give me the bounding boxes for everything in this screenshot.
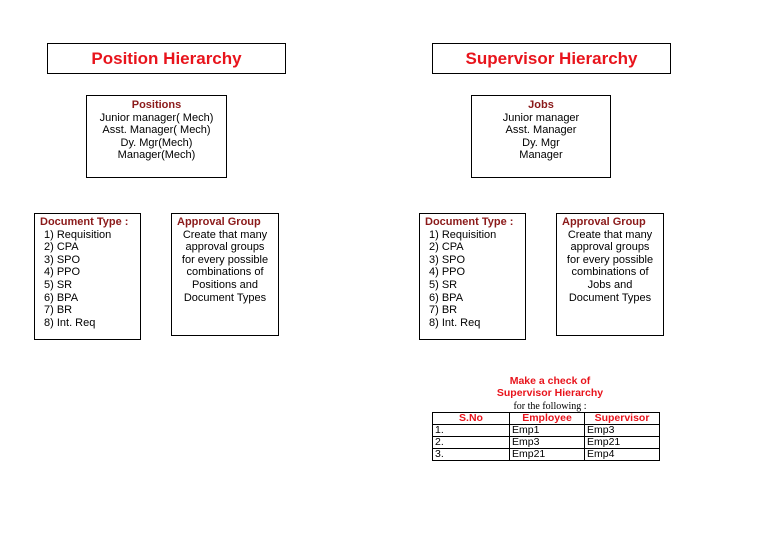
document-type-item: 2) CPA xyxy=(429,241,464,254)
table-cell: Emp21 xyxy=(585,437,660,449)
document-type-item: 8) Int. Req xyxy=(44,316,96,329)
jobs-header: Jobs xyxy=(528,99,554,111)
job-item: Dy. Mgr xyxy=(522,136,560,149)
document-type-item: 4) PPO xyxy=(44,266,81,279)
approval-group-line: for every possible xyxy=(181,253,269,266)
table-cell: Emp3 xyxy=(585,425,660,437)
approval-group-line: Document Types xyxy=(568,291,652,304)
table-cell: Emp1 xyxy=(510,425,585,437)
approval-group-line: Create that many xyxy=(182,228,268,241)
table-cell: Emp3 xyxy=(510,437,585,449)
approval-group-header: Approval Group xyxy=(562,216,646,228)
positions-box xyxy=(86,95,227,178)
document-type-item: 4) PPO xyxy=(429,266,466,279)
right-approval-group-box xyxy=(556,213,664,336)
document-type-item: 3) SPO xyxy=(44,253,81,266)
table-row xyxy=(433,449,660,461)
check-title-line: Make a check of xyxy=(509,375,591,387)
approval-group-line: Document Types xyxy=(183,291,267,304)
document-type-item: 1) Requisition xyxy=(44,228,112,241)
document-type-item: 6) BPA xyxy=(429,291,464,304)
document-type-item: 8) Int. Req xyxy=(429,316,481,329)
document-type-header: Document Type : xyxy=(40,216,129,228)
document-type-item: 3) SPO xyxy=(429,253,466,266)
supervisor-hierarchy-title: Supervisor Hierarchy xyxy=(432,43,671,74)
document-type-item: 2) CPA xyxy=(44,241,79,254)
document-type-item: 5) SR xyxy=(44,278,73,291)
position-item: Manager(Mech) xyxy=(117,149,196,161)
document-type-item: 7) BR xyxy=(44,304,73,317)
column-header: S.No xyxy=(433,413,510,425)
table-cell: 3. xyxy=(433,449,510,461)
approval-group-line: approval groups xyxy=(570,241,650,254)
approval-group-line: combinations of xyxy=(186,266,264,279)
column-header: Supervisor xyxy=(585,413,660,425)
job-item: Manager xyxy=(519,149,563,161)
approval-group-line: Jobs and xyxy=(587,278,633,291)
position-item: Dy. Mgr(Mech) xyxy=(120,136,193,149)
approval-group-line: Create that many xyxy=(567,228,653,241)
document-type-item: 1) Requisition xyxy=(429,228,497,241)
document-type-item: 7) BR xyxy=(429,304,458,317)
approval-group-line: for every possible xyxy=(566,253,654,266)
table-cell: 1. xyxy=(433,425,510,437)
table-cell: Emp4 xyxy=(585,449,660,461)
column-header: Employee xyxy=(510,413,585,425)
position-item: Asst. Manager( Mech) xyxy=(102,124,211,136)
position-item: Junior manager( Mech) xyxy=(99,111,214,124)
job-item: Asst. Manager xyxy=(505,124,577,136)
job-item: Junior manager xyxy=(502,111,580,124)
document-type-item: 5) SR xyxy=(429,278,458,291)
table-header-row xyxy=(433,413,660,425)
positions-header: Positions xyxy=(131,99,182,111)
table-row xyxy=(433,437,660,449)
employee-supervisor-table xyxy=(432,412,660,461)
left-approval-group-box xyxy=(171,213,279,336)
table-row xyxy=(433,425,660,437)
approval-group-line: approval groups xyxy=(185,241,265,254)
approval-group-line: combinations of xyxy=(571,266,649,279)
check-title xyxy=(470,375,630,399)
check-subtitle: for the following : xyxy=(513,401,587,412)
approval-group-line: Positions and xyxy=(191,278,259,291)
table-cell: 2. xyxy=(433,437,510,449)
right-document-type-box xyxy=(419,213,526,340)
check-title-line: Supervisor Hierarchy xyxy=(496,387,604,399)
position-hierarchy-title: Position Hierarchy xyxy=(47,43,286,74)
approval-group-header: Approval Group xyxy=(177,216,261,228)
document-type-header: Document Type : xyxy=(425,216,514,228)
left-document-type-box xyxy=(34,213,141,340)
table-cell: Emp21 xyxy=(510,449,585,461)
document-type-item: 6) BPA xyxy=(44,291,79,304)
jobs-box xyxy=(471,95,611,178)
